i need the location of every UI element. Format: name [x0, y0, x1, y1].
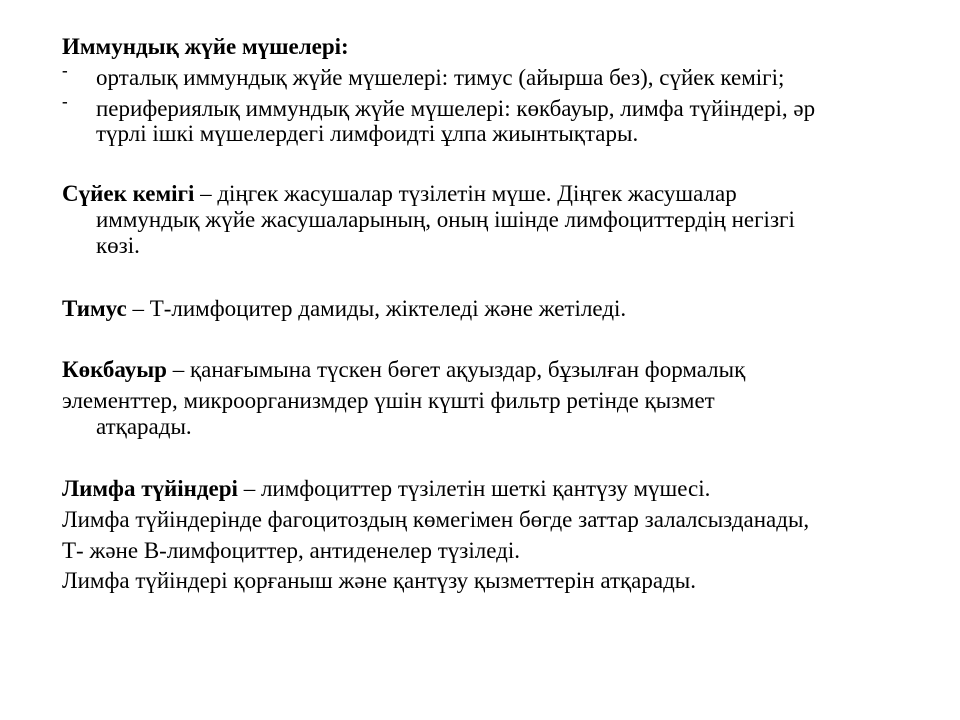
spleen-line: элементтер, микроорганизмдер үшін күшті фильтр ретінде қызмет: [62, 388, 715, 413]
lymph-nodes-line: Лимфа түйіндері – лимфоциттер түзілетін шеткі қантүзу мүшесі.: [62, 476, 711, 501]
spleen-line: Көкбауыр – қанағымына түскен бөгет ақуыздар, бұзылған формалық: [62, 357, 746, 382]
bone-marrow-line: көзі.: [96, 233, 140, 258]
bone-marrow-term: Сүйек кемігі: [62, 181, 195, 206]
bullet-marker: -: [62, 92, 68, 111]
spleen-line: атқарады.: [96, 414, 192, 439]
peripheral-organs-line: түрлі ішкі мүшелердегі лимфоидті ұлпа жиынтықтары.: [96, 121, 639, 146]
bone-marrow-line: иммундық жүйе жасушаларының, оның ішінде лимфоциттердің негізгі: [96, 207, 795, 232]
thymus-line: Тимус – Т-лимфоцитер дамиды, жіктеледі және жетіледі.: [62, 296, 627, 321]
bone-marrow-line: Сүйек кемігі – діңгек жасушалар түзілетін мүше. Діңгек жасушалар: [62, 181, 737, 206]
bullet-marker: -: [62, 61, 68, 80]
lymph-nodes-line: Т- және В-лимфоциттер, антиденелер түзіледі.: [62, 538, 520, 563]
thymus-term: Тимус: [62, 296, 127, 321]
immune-heading: Иммундық жүйе мүшелері:: [62, 34, 349, 59]
lymph-nodes-line: Лимфа түйіндерінде фагоцитоздың көмегімен бөгде заттар залалсызданады,: [62, 507, 810, 532]
central-organs-line: орталық иммундық жүйе мүшелері: тимус (айырша без), сүйек кемігі;: [96, 65, 785, 90]
spleen-term: Көкбауыр: [62, 357, 167, 382]
lymph-nodes-line: Лимфа түйіндері қорғаныш және қантүзу қызметтерін атқарады.: [62, 568, 697, 593]
peripheral-organs-line: перифериялық иммундық жүйе мүшелері: көкбауыр, лимфа түйіндері, әр: [96, 96, 816, 121]
lymph-nodes-term: Лимфа түйіндері: [62, 476, 238, 501]
